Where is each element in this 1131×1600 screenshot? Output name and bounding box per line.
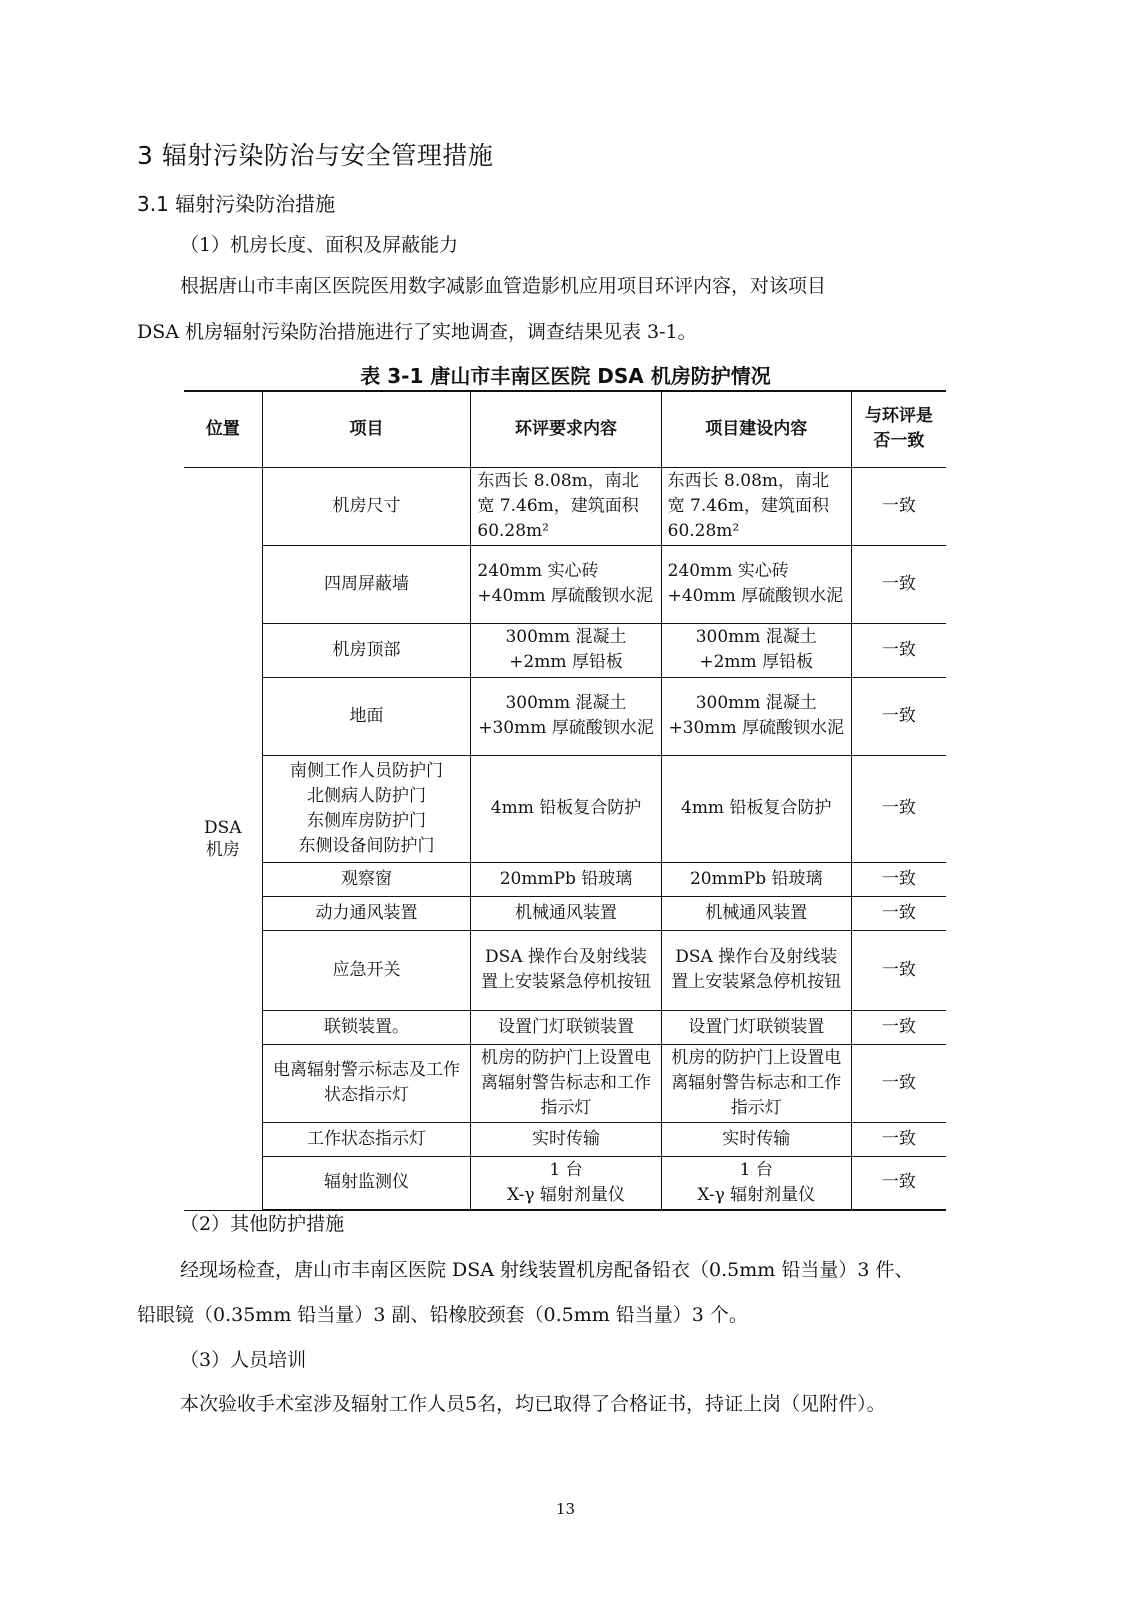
required-cell: 4mm 铅板复合防护 xyxy=(471,755,661,862)
required-cell: 东西长 8.08m，南北宽 7.46m，建筑面积 60.28m² xyxy=(471,467,661,545)
table-row xyxy=(184,930,946,1010)
built-cell: DSA 操作台及射线装置上安装紧急停机按钮 xyxy=(661,930,851,1010)
required-cell: 240mm 实心砖 +40mm 厚硫酸钡水泥 xyxy=(471,545,661,623)
match-cell: 一致 xyxy=(851,1010,946,1044)
item-cell: 地面 xyxy=(262,677,471,755)
item-cell: 南侧工作人员防护门 北侧病人防护门 东侧库房防护门 东侧设备间防护门 xyxy=(262,755,471,862)
required-cell: DSA 操作台及射线装置上安装紧急停机按钮 xyxy=(471,930,661,1010)
table-row xyxy=(184,1044,946,1122)
built-cell: 东西长 8.08m，南北宽 7.46m，建筑面积 60.28m² xyxy=(661,467,851,545)
table-header-row xyxy=(184,391,946,467)
protection-table xyxy=(184,390,946,1211)
match-cell: 一致 xyxy=(851,930,946,1010)
item-cell: 动力通风装置 xyxy=(262,896,471,930)
built-cell: 20mmPb 铅玻璃 xyxy=(661,862,851,896)
section-heading: 3 辐射污染防治与安全管理措施 xyxy=(137,141,494,170)
built-cell: 机房的防护门上设置电离辐射警告标志和工作指示灯 xyxy=(661,1044,851,1122)
table-row xyxy=(184,896,946,930)
table-row xyxy=(184,677,946,755)
match-cell: 一致 xyxy=(851,545,946,623)
match-cell: 一致 xyxy=(851,467,946,545)
item-cell: 四周屏蔽墙 xyxy=(262,545,471,623)
built-cell: 1 台 X-γ 辐射剂量仪 xyxy=(661,1156,851,1210)
table-row xyxy=(184,545,946,623)
item-cell: 辐射监测仪 xyxy=(262,1156,471,1210)
match-cell: 一致 xyxy=(851,677,946,755)
table-row xyxy=(184,755,946,862)
table-row xyxy=(184,862,946,896)
required-cell: 300mm 混凝土 +30mm 厚硫酸钡水泥 xyxy=(471,677,661,755)
header-item: 项目 xyxy=(262,391,471,467)
required-cell: 设置门灯联锁装置 xyxy=(471,1010,661,1044)
built-cell: 机械通风装置 xyxy=(661,896,851,930)
table-row xyxy=(184,1010,946,1044)
built-cell: 300mm 混凝土 +2mm 厚铅板 xyxy=(661,623,851,677)
item-cell: 应急开关 xyxy=(262,930,471,1010)
item-cell: 机房顶部 xyxy=(262,623,471,677)
item-cell: 电离辐射警示标志及工作状态指示灯 xyxy=(262,1044,471,1122)
item-cell: 工作状态指示灯 xyxy=(262,1122,471,1156)
required-cell: 机房的防护门上设置电离辐射警告标志和工作指示灯 xyxy=(471,1044,661,1122)
match-cell: 一致 xyxy=(851,896,946,930)
item1-title: （1）机房长度、面积及屏蔽能力 xyxy=(180,234,459,256)
required-cell: 300mm 混凝土 +2mm 厚铅板 xyxy=(471,623,661,677)
built-cell: 300mm 混凝土 +30mm 厚硫酸钡水泥 xyxy=(661,677,851,755)
item-cell: 联锁装置。 xyxy=(262,1010,471,1044)
header-position: 位置 xyxy=(184,391,262,467)
item2-line-1: 经现场检查，唐山市丰南区医院 DSA 射线装置机房配备铅衣（0.5mm 铅当量）3 件、 xyxy=(180,1259,914,1281)
position-cell: DSA 机房 xyxy=(184,467,262,1210)
item-cell: 机房尺寸 xyxy=(262,467,471,545)
built-cell: 4mm 铅板复合防护 xyxy=(661,755,851,862)
subsection-heading: 3.1 辐射污染防治措施 xyxy=(137,192,336,216)
built-cell: 实时传输 xyxy=(661,1122,851,1156)
match-cell: 一致 xyxy=(851,755,946,862)
header-required: 环评要求内容 xyxy=(471,391,661,467)
item2-title: （2）其他防护措施 xyxy=(180,1213,345,1235)
match-cell: 一致 xyxy=(851,1156,946,1210)
required-cell: 1 台 X-γ 辐射剂量仪 xyxy=(471,1156,661,1210)
header-match: 与环评是否一致 xyxy=(851,391,946,467)
header-built: 项目建设内容 xyxy=(661,391,851,467)
match-cell: 一致 xyxy=(851,862,946,896)
item2-line-2: 铅眼镜（0.35mm 铅当量）3 副、铅橡胶颈套（0.5mm 铅当量）3 个。 xyxy=(137,1304,748,1326)
match-cell: 一致 xyxy=(851,1122,946,1156)
table-row xyxy=(184,1122,946,1156)
item3-line-1: 本次验收手术室涉及辐射工作人员5名，均已取得了合格证书，持证上岗（见附件）。 xyxy=(180,1393,886,1415)
built-cell: 设置门灯联锁装置 xyxy=(661,1010,851,1044)
match-cell: 一致 xyxy=(851,623,946,677)
required-cell: 20mmPb 铅玻璃 xyxy=(471,862,661,896)
required-cell: 机械通风装置 xyxy=(471,896,661,930)
table-caption: 表 3-1 唐山市丰南区医院 DSA 机房防护情况 xyxy=(360,364,771,388)
intro-line-2: DSA 机房辐射污染防治措施进行了实地调查，调查结果见表 3-1。 xyxy=(137,321,697,343)
built-cell: 240mm 实心砖 +40mm 厚硫酸钡水泥 xyxy=(661,545,851,623)
item-cell: 观察窗 xyxy=(262,862,471,896)
required-cell: 实时传输 xyxy=(471,1122,661,1156)
page-number: 13 xyxy=(555,1500,576,1518)
table-row xyxy=(184,1156,946,1210)
table-row xyxy=(184,623,946,677)
match-cell: 一致 xyxy=(851,1044,946,1122)
intro-line-1: 根据唐山市丰南区医院医用数字减影血管造影机应用项目环评内容，对该项目 xyxy=(180,275,827,297)
item3-title: （3）人员培训 xyxy=(180,1349,307,1371)
table-row xyxy=(184,467,946,545)
